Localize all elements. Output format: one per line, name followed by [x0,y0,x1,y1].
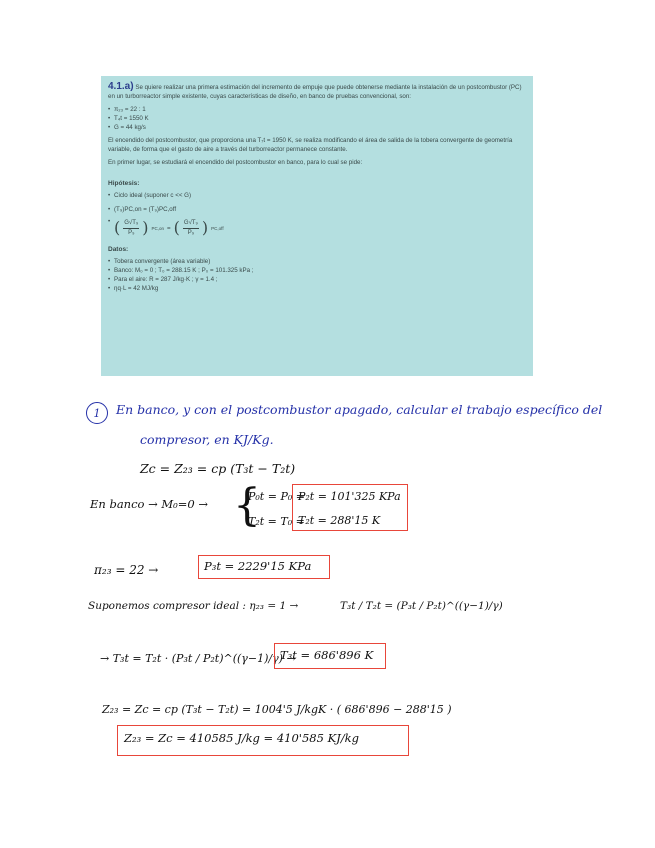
data-item: • ηq·L = 42 MJ/kg [108,284,526,293]
result-p2t: P₂t = 101'325 KPa [298,490,401,503]
isentropic-relation: T₃t / T₂t = (P₃t / P₂t)^((γ−1)/γ) [340,600,503,612]
result-t3t: T₃t = 686'896 K [280,648,374,662]
data-list [108,257,526,293]
hypothesis-item-fraction [108,217,526,239]
flow-equality: • ( $\frac{\text{G√T₉}}{\text{P₉}}$ ) PC,on = ( $\frac{\text{G√T₉}}{\text{P₉}}$ ) PC,off [114,218,224,237]
hypothesis-list [108,191,526,239]
problem-statement-box [101,76,533,376]
problem-intro [108,82,526,101]
spec-list [108,105,526,132]
problem-intro-text: Se quiere realizar una primera estimación del incremento de empuje que puede obtenerse mediante la instalación de un postcombustor (PC) en un turborreactor simple existente, cuyas características de diseño, en banco de pruebas convencional, son: [108,84,522,100]
question-line-1: En banco, y con el postcombustor apagado, calcular el trabajo específico del [116,402,603,417]
data-item: • Tobera convergente (área variable) [108,257,526,266]
problem-paragraph-2: En primer lugar, se estudiará el encendido del postcombustor en banco, para lo cual se pide: [108,159,363,166]
question-number: 1 [86,402,108,424]
result-p3t: P₃t = 2229'15 KPa [204,559,312,573]
work-calculation: Z₂₃ = Zc = cp (T₃t − T₂t) = 1004'5 J/kgK · ( 686'896 − 288'15 ) [102,703,452,716]
spec-item: • T₄t = 1550 K [108,114,526,123]
ideal-compressor-line: Suponemos compresor ideal : η₂₃ = 1 → [88,600,299,612]
fraction-on: $\frac{\text{G√T₉}}{\text{P₉}}$ [124,219,139,236]
hypothesis-item: • Ciclo ideal (suponer c << G) [108,191,526,200]
problem-title: 4.1.a) [108,81,134,92]
problem-paragraph-1: El encendido del postcombustor, que proporciona una T₇t = 1950 K, se realiza modificando el área de salida de la tobera convergente de geometría variable, de forma que el gasto de aire a través del turborreactor permanece constante. [108,137,513,153]
result-t2t: T₂t = 288'15 K [298,514,381,527]
pressure-ratio-line: π₂₃ = 22 → [94,563,159,577]
question-line-2: compresor, en KJ/Kg. [140,432,274,447]
data-item: • Banco: M₀ = 0 ; T₀ = 288.15 K ; P₀ = 101.325 kPa ; [108,266,526,275]
bench-pressure: P₀t = P₀ = [248,490,305,503]
t3t-expression: → T₃t = T₂t · (P₃t / P₂t)^((γ−1)/γ) → [100,652,296,665]
bench-condition: En banco → M₀=0 → [90,497,209,511]
bench-temperature: T₂t = T₀ = [248,515,305,528]
hypothesis-item: • (T₉)PC,on = (T₉)PC,off [108,205,526,214]
spec-item: • G = 44 kg/s [108,123,526,132]
data-heading: Datos: [108,246,129,253]
spec-item: • π₂₃ = 22 : 1 [108,105,526,114]
brace-icon: { [233,480,261,531]
work-equation: Zc = Z₂₃ = cp (T₃t − T₂t) [140,461,296,476]
data-item: • Para el aire: R = 287 J/kg·K ; γ = 1.4 ; [108,275,526,284]
fraction-off: $\frac{\text{G√T₉}}{\text{P₉}}$ [183,219,198,236]
hypothesis-heading: Hipótesis: [108,180,140,187]
result-work: Z₂₃ = Zc = 410585 J/kg = 410'585 KJ/kg [124,731,359,745]
